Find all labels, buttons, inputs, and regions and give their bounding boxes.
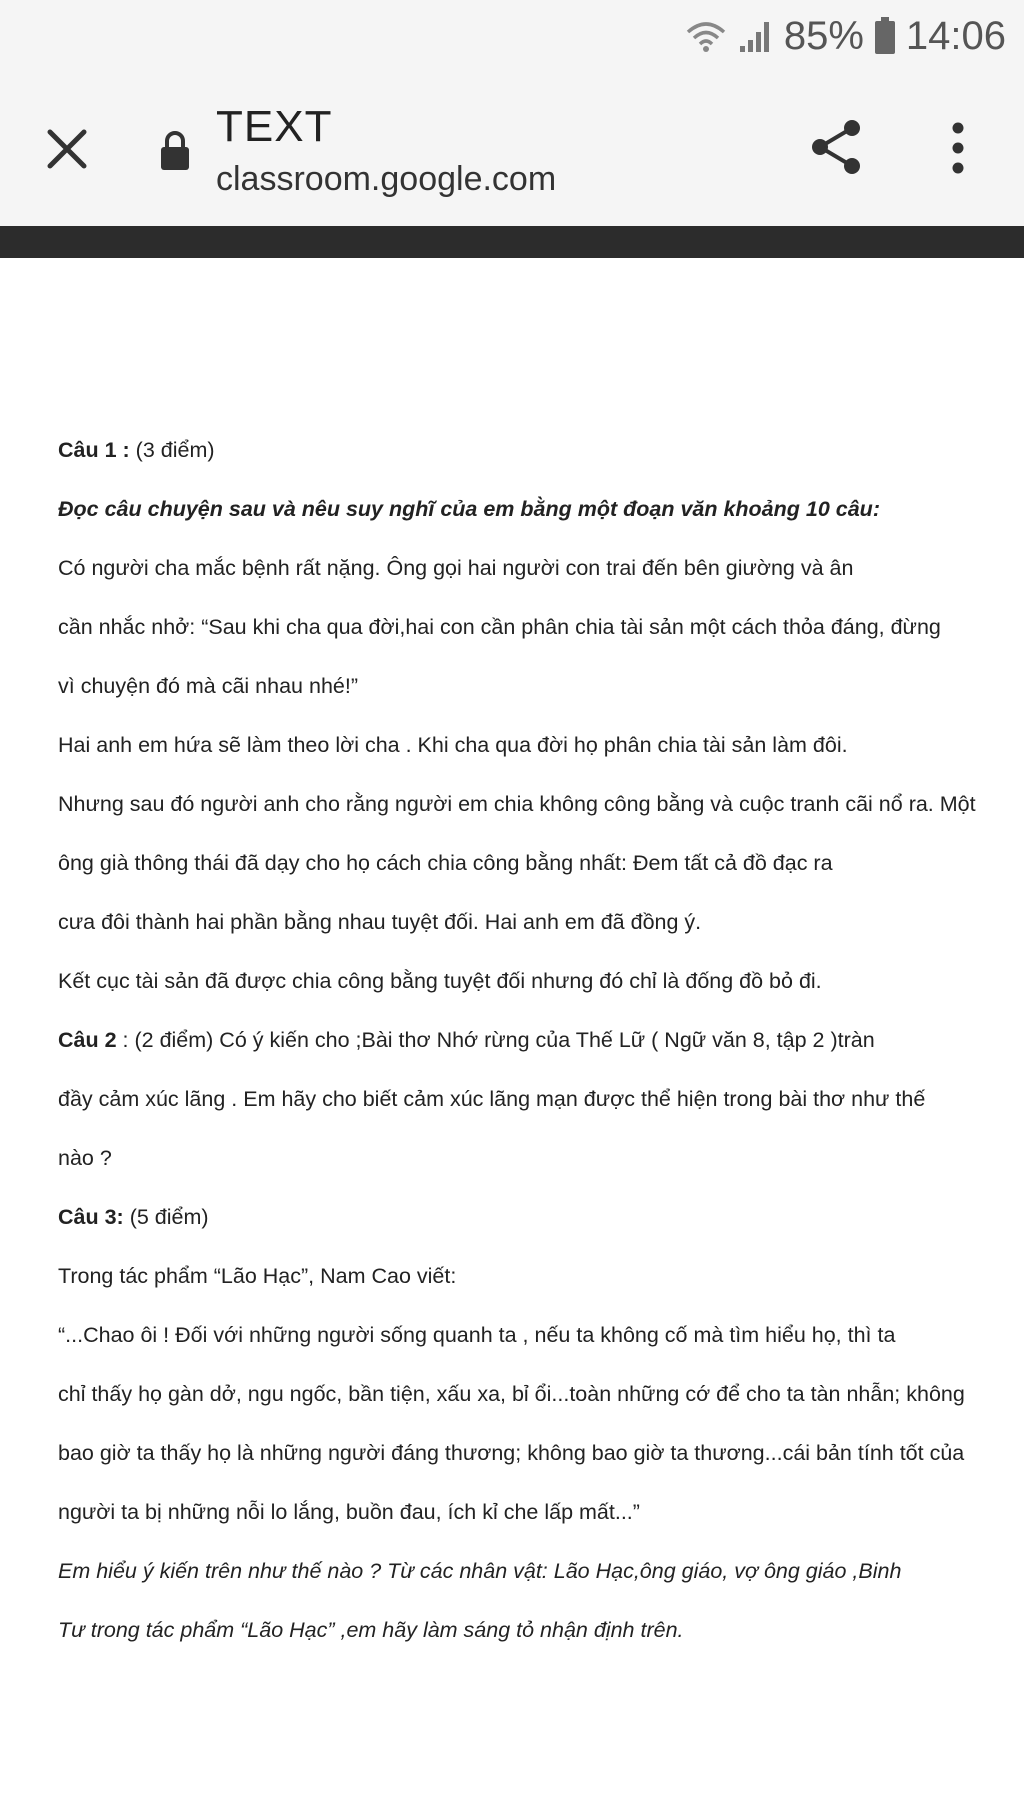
clock: 14:06 — [905, 13, 1006, 58]
document-content — [58, 432, 1008, 1671]
q3-intro: Trong tác phẩm “Lão Hạc”, Nam Cao viết: — [58, 1264, 457, 1288]
quote-line: chỉ thấy họ gàn dở, ngu ngốc, bần tiện, xấu xa, bỉ ổi...toàn những cớ để cho ta tàn nhẫn; không — [58, 1382, 965, 1406]
q1-prompt: Đọc câu chuyện sau và nêu suy nghĩ của em bằng một đoạn văn khoảng 10 câu: — [58, 497, 880, 521]
q2-heading — [58, 1022, 1008, 1081]
q3-task-line: Tư trong tác phẩm “Lão Hạc” ,em hãy làm sáng tỏ nhận định trên. — [58, 1618, 684, 1642]
story-line: vì chuyện đó mà cãi nhau nhé!” — [58, 674, 358, 698]
share-icon[interactable] — [808, 116, 866, 178]
story-line: Kết cục tài sản đã được chia công bằng tuyệt đối nhưng đó chỉ là đống đồ bỏ đi. — [58, 969, 822, 993]
q3-points: (5 điểm) — [123, 1205, 209, 1229]
story-line: Hai anh em hứa sẽ làm theo lời cha . Khi cha qua đời họ phân chia tài sản làm đôi. — [58, 733, 848, 757]
story-line: ông già thông thái đã dạy cho họ cách chia công bằng nhất: Đem tất cả đồ đạc ra — [58, 851, 833, 875]
q2-line: nào ? — [58, 1146, 112, 1170]
q2-label: Câu 2 — [58, 1028, 117, 1052]
q1-points: (3 điểm) — [129, 438, 215, 462]
q1-heading — [58, 432, 1008, 491]
quote-line: người ta bị những nỗi lo lắng, buồn đau, ích kỉ che lấp mất...” — [58, 1500, 640, 1524]
q3-label: Câu 3: — [58, 1205, 124, 1229]
q2-text: : (2 điểm) Có ý kiến cho ;Bài thơ Nhớ rừng của Thế Lữ ( Ngữ văn 8, tập 2 )tràn — [116, 1028, 875, 1052]
page-title: TEXT — [216, 102, 333, 151]
q3-heading — [58, 1199, 1008, 1258]
battery-icon — [874, 17, 896, 55]
story-line: cưa đôi thành hai phần bằng nhau tuyệt đối. Hai anh em đã đồng ý. — [58, 910, 702, 934]
close-icon[interactable] — [42, 124, 92, 174]
story-line: Nhưng sau đó người anh cho rằng người em chia không công bằng và cuộc tranh cãi nổ ra. Một — [58, 792, 976, 816]
browser-app-bar — [0, 72, 1024, 226]
q2-line: đầy cảm xúc lãng . Em hãy cho biết cảm xúc lãng mạn được thể hiện trong bài thơ như thế — [58, 1087, 926, 1111]
lock-icon — [158, 128, 192, 172]
story-line: cần nhắc nhở: “Sau khi cha qua đời,hai con cần phân chia tài sản một cách thỏa đáng, đừng — [58, 615, 941, 639]
more-vert-icon[interactable] — [940, 118, 976, 178]
status-icons — [684, 10, 1006, 62]
wifi-icon — [684, 18, 728, 54]
quote-line: bao giờ ta thấy họ là những người đáng thương; không bao giờ ta thương...cái bản tính tốt của — [58, 1441, 965, 1465]
q1-label: Câu 1 : — [58, 438, 130, 462]
story-line: Có người cha mắc bệnh rất nặng. Ông gọi hai người con trai đến bên giường và ân — [58, 556, 854, 580]
quote-line: “...Chao ôi ! Đối với những người sống quanh ta , nếu ta không cố mà tìm hiểu họ, thì ta — [58, 1323, 896, 1347]
status-bar — [0, 0, 1024, 72]
toolbar-divider — [0, 226, 1024, 258]
signal-icon — [738, 18, 774, 54]
page-url[interactable]: classroom.google.com — [216, 160, 557, 198]
battery-percent: 85% — [783, 13, 864, 58]
q3-task-line: Em hiểu ý kiến trên như thế nào ? Từ các nhân vật: Lão Hạc,ông giáo, vợ ông giáo ,Binh — [58, 1559, 902, 1583]
